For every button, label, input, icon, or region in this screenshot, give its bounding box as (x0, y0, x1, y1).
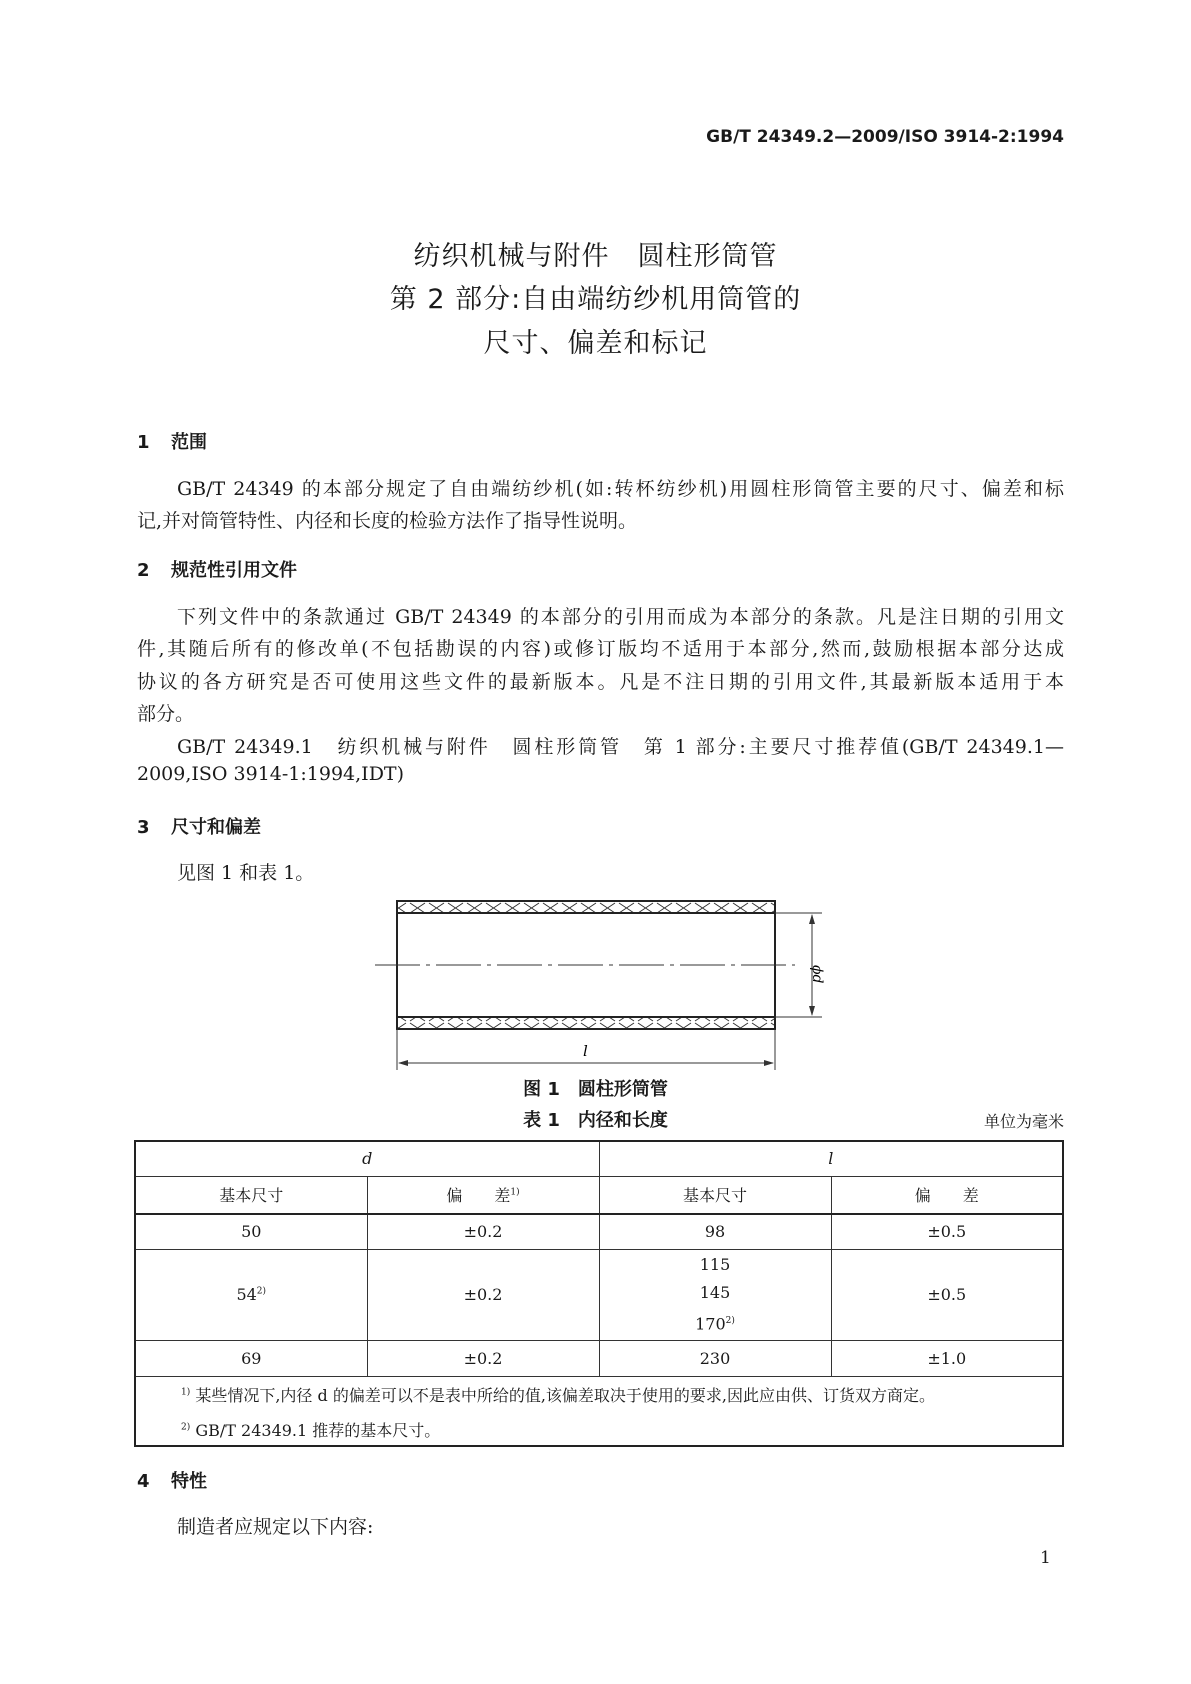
paragraph-line: 协议的各方研究是否可使用这些文件的最新版本。凡是不注日期的引用文件,其最新版本适用于本 (137, 671, 1064, 693)
section-title: 规范性引用文件 (171, 560, 297, 581)
paragraph-line: 件,其随后所有的修改单(不包括勘误的内容)或修订版均不适用于本部分,然而,鼓励根据本部分达成 (137, 638, 1064, 660)
section-heading-1 (137, 428, 207, 454)
section-number: 4 (137, 1471, 150, 1492)
section-heading-2 (137, 556, 297, 582)
cell-d: 50 (135, 1214, 367, 1249)
paragraph-line: 下列文件中的条款通过 GB/T 24349 的本部分的引用而成为本部分的条款。凡是注日期的引用文 (177, 606, 1064, 628)
section-title: 特性 (171, 1471, 207, 1492)
dim-d-label: ϕd (809, 965, 825, 984)
page-number: 1 (1040, 1548, 1051, 1568)
paragraph-line: 制造者应规定以下内容: (177, 1516, 374, 1538)
standard-number: GB/T 24349.2—2009/ISO 3914-2:1994 (706, 127, 1064, 147)
cell-d-tol: ±0.2 (367, 1340, 599, 1376)
tube-wall-top (397, 901, 775, 913)
table-row (135, 1249, 1063, 1340)
section-title: 尺寸和偏差 (171, 817, 261, 838)
cell-l-value (600, 1307, 831, 1338)
reference-line: GB/T 24349.1 纺织机械与附件 圆柱形筒管 第 1 部分:主要尺寸推荐值(GB/T 24349.1— (177, 736, 1064, 758)
footnote-text: 某些情况下,内径 d 的偏差可以不是表中所给的值,该偏差取决于使用的要求,因此应由供、订货双方商定。 (195, 1385, 936, 1405)
doc-title-line-2: 第 2 部分:自由端纺纱机用筒管的 (389, 284, 802, 315)
tube-wall-bottom (397, 1017, 775, 1029)
col-header-text: 偏 差 (446, 1186, 511, 1206)
section-number: 2 (137, 560, 150, 581)
cell-l-tol: ±0.5 (831, 1249, 1063, 1340)
cell-l (599, 1249, 831, 1340)
group-header-d: d (135, 1141, 599, 1176)
col-header: 基本尺寸 (599, 1176, 831, 1214)
paragraph-line: GB/T 24349 的本部分规定了自由端纺纱机(如:转杯纺纱机)用圆柱形筒管主要的尺寸、偏差和标 (177, 478, 1064, 500)
section-heading-4 (137, 1467, 207, 1493)
cell-l-value: 145 (699, 1282, 731, 1302)
tube-figure (370, 890, 830, 1080)
cell-d-value: 54 (236, 1285, 257, 1304)
table-row (135, 1214, 1063, 1249)
table-footnotes (135, 1376, 1063, 1446)
section-number: 1 (137, 432, 150, 453)
footnote-mark: 1) (181, 1387, 191, 1398)
group-header-l: l (599, 1141, 1063, 1176)
paragraph-line: 记,并对筒管特性、内径和长度的检验方法作了指导性说明。 (137, 510, 638, 532)
footnote-ref: 2) (725, 1315, 735, 1326)
reference-line: 2009,ISO 3914-1:1994,IDT) (137, 763, 405, 785)
cell-d: 69 (135, 1340, 367, 1376)
dim-l-label: l (583, 1042, 588, 1060)
section-number: 3 (137, 817, 150, 838)
cell-l-value: 115 (699, 1254, 731, 1274)
cell-d-tol: ±0.2 (367, 1214, 599, 1249)
paragraph-line: 见图 1 和表 1。 (177, 862, 315, 884)
col-header: 偏 差 (831, 1176, 1063, 1214)
section-title: 范围 (171, 432, 207, 453)
dimensions-table (134, 1140, 1064, 1447)
table-row (135, 1340, 1063, 1376)
doc-title-line-1: 纺织机械与附件 圆柱形筒管 (413, 241, 778, 272)
cell-l: 230 (599, 1340, 831, 1376)
footnote-ref: 1) (510, 1187, 520, 1198)
cell-l: 98 (599, 1214, 831, 1249)
cell-d (135, 1249, 367, 1340)
cell-l-tol: ±0.5 (831, 1214, 1063, 1249)
footnote-ref: 2) (256, 1286, 267, 1297)
figure-caption: 图 1 圆柱形筒管 (523, 1079, 668, 1100)
cell-l-tol: ±1.0 (831, 1340, 1063, 1376)
section-heading-3 (137, 813, 261, 839)
col-header (367, 1176, 599, 1214)
footnote-text: GB/T 24349.1 推荐的基本尺寸。 (195, 1420, 441, 1440)
cell-d-tol: ±0.2 (367, 1249, 599, 1340)
table-unit: 单位为毫米 (983, 1112, 1064, 1131)
cell-l-value-text: 170 (695, 1314, 726, 1334)
footnote-mark: 2) (181, 1422, 191, 1433)
col-header: 基本尺寸 (135, 1176, 367, 1214)
doc-title-line-3: 尺寸、偏差和标记 (483, 328, 708, 359)
table-caption: 表 1 内径和长度 (523, 1110, 668, 1131)
paragraph-line: 部分。 (137, 703, 195, 725)
